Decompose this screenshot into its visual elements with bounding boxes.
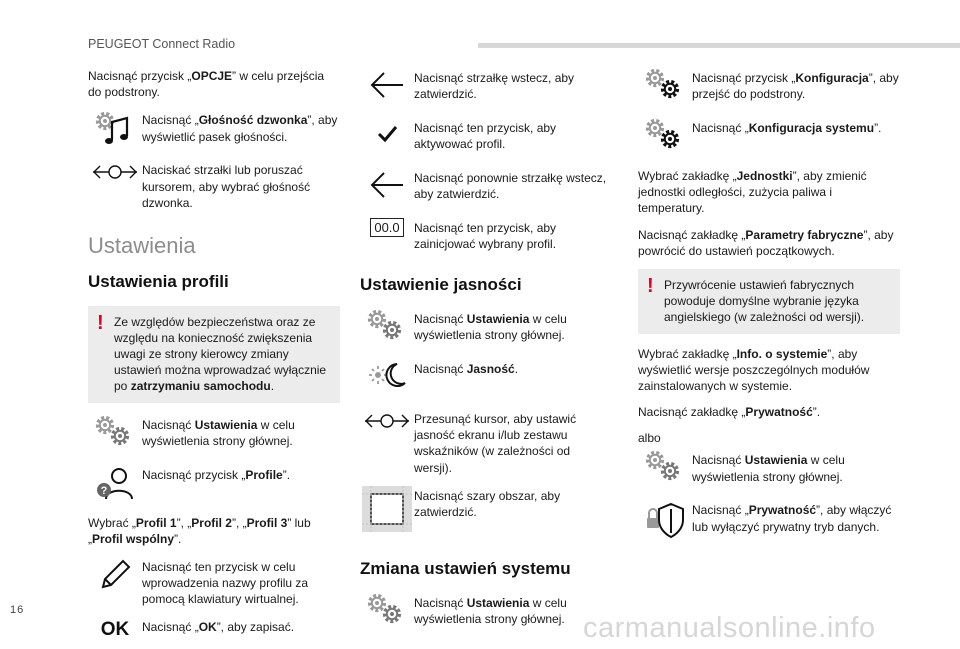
profile-icon bbox=[88, 465, 142, 505]
grey-area-icon bbox=[360, 486, 414, 536]
paragraph-privacy: Nacisnąć zakładkę „Prywatność”. bbox=[638, 405, 821, 420]
row-back-2 bbox=[360, 168, 610, 208]
settings-text-4: Nacisnąć Ustawienia w celu wyświetlenia strony głównej. bbox=[692, 453, 845, 484]
settings-gears-icon bbox=[88, 415, 142, 455]
back-arrow-icon bbox=[360, 168, 414, 208]
row-settings bbox=[88, 415, 340, 455]
row-brightness bbox=[360, 359, 610, 399]
header-bar bbox=[478, 43, 960, 48]
row-ok bbox=[88, 617, 340, 649]
warning-box-factory: ! Przywrócenie ustawień fabrycznych powoduje domyślne wybranie języka angielskiego (w zależności od wersji). bbox=[638, 269, 900, 334]
document-header: PEUGEOT Connect Radio bbox=[88, 37, 236, 51]
row-privacy-mode bbox=[638, 500, 900, 540]
or-text: albo bbox=[638, 431, 661, 446]
profiles-text: Nacisnąć przycisk „Profile”. bbox=[142, 467, 291, 482]
checkmark-icon bbox=[360, 118, 414, 158]
brightness-text: Nacisnąć Jasność. bbox=[414, 361, 519, 376]
subsection-title-profiles: Ustawienia profili bbox=[88, 271, 229, 291]
row-edit-name bbox=[88, 557, 340, 608]
warning-icon: ! bbox=[97, 311, 104, 334]
arrows-text: Naciskać strzałki lub poruszać kursorem, aby wybrać głośność dzwonka. bbox=[142, 163, 311, 210]
settings-text: Nacisnąć Ustawienia w celu wyświetlenia strony głównej. bbox=[142, 417, 295, 448]
settings-gears-icon bbox=[360, 309, 414, 349]
edit-name-text: Nacisnąć ten przycisk w celu wprowadzenia nazwy profilu za pomocą klawiatury wirtualnej. bbox=[142, 559, 309, 607]
back-text-2: Nacisnąć ponownie strzałkę wstecz, aby zatwierdzić. bbox=[414, 171, 607, 202]
ok-text: Nacisnąć „OK”, aby zapisać. bbox=[142, 620, 295, 635]
row-ringtone-volume bbox=[88, 110, 340, 150]
settings-text-2: Nacisnąć Ustawienia w celu wyświetlenia strony głównej. bbox=[414, 311, 567, 343]
row-slider bbox=[360, 409, 610, 476]
activate-text: Nacisnąć ten przycisk, aby aktywować profil. bbox=[414, 121, 557, 152]
paragraph-choose-profile: Wybrać „Profil 1”, „Profil 2”, „Profil 3” lub „Profil wspólny”. bbox=[88, 515, 311, 546]
column-1 bbox=[88, 68, 340, 649]
row-settings-2 bbox=[360, 309, 610, 349]
configuration-text: Nacisnąć przycisk „Konfiguracja”, aby przejść do podstrony. bbox=[692, 71, 899, 102]
settings-gears-icon bbox=[638, 450, 692, 490]
paragraph-system-info: Wybrać zakładkę „Info. o systemie”, aby wyświetlić wersje poszczególnych modułów zainstalowanych w systemie. bbox=[638, 346, 870, 393]
sun-moon-icon bbox=[360, 359, 414, 399]
slider-arrows-icon bbox=[360, 409, 414, 449]
section-title: Ustawienia bbox=[88, 232, 196, 258]
settings-gears-icon bbox=[360, 593, 414, 633]
column-2 bbox=[360, 68, 610, 643]
settings-text-3: Nacisnąć Ustawienia w celu wyświetlenia strony głównej. bbox=[414, 595, 567, 626]
grey-area-text: Nacisnąć szary obszar, aby zatwierdzić. bbox=[414, 488, 561, 519]
ok-icon: OK bbox=[100, 619, 130, 641]
watermark: carmanualsonline.info bbox=[583, 612, 876, 644]
page-number: 16 bbox=[10, 604, 25, 616]
warning-icon: ! bbox=[647, 274, 654, 297]
pencil-icon bbox=[88, 557, 142, 597]
subsection-title-system: Zmiana ustawień systemu bbox=[360, 558, 571, 578]
row-profiles bbox=[88, 465, 340, 505]
row-settings-4 bbox=[638, 450, 900, 490]
back-text-1: Nacisnąć strzałkę wstecz, aby zatwierdzić. bbox=[414, 71, 575, 102]
ringtone-text: Nacisnąć „Głośność dzwonka”, aby wyświetlić pasek głośności. bbox=[142, 113, 338, 144]
config-gears-icon bbox=[638, 118, 692, 158]
paragraph-units: Wybrać zakładkę „Jednostki”, aby zmienić jednostki odległości, zużycia paliwa i temperatury. bbox=[638, 169, 867, 216]
subsection-title-brightness: Ustawienie jasności bbox=[360, 275, 522, 294]
warning-box-safety: ! Ze względów bezpieczeństwa oraz ze względu na konieczność zwiększenia uwagi ze strony kierowcy zmiany ustawień można wprowadzać wyłącznie po zatrzymaniu samochodu. bbox=[88, 306, 340, 403]
back-arrow-icon bbox=[360, 68, 414, 108]
slider-text: Przesunąć kursor, aby ustawić jasność ekranu i/lub zestawu wskaźników (w zależności od wersji). bbox=[414, 411, 577, 475]
row-back-1 bbox=[360, 68, 610, 108]
paragraph-options: Nacisnąć przycisk „OPCJE” w celu przejścia do podstrony. bbox=[88, 69, 325, 100]
system-config-text: Nacisnąć „Konfiguracja systemu”. bbox=[692, 121, 882, 135]
config-gears-icon bbox=[638, 68, 692, 108]
svg-text:?: ? bbox=[100, 484, 108, 497]
row-arrows-volume bbox=[88, 160, 340, 211]
row-configuration bbox=[638, 68, 900, 108]
lock-shield-icon bbox=[638, 500, 692, 540]
row-settings-3 bbox=[360, 593, 610, 633]
paragraph-factory: Nacisnąć zakładkę „Parametry fabryczne”, aby powrócić do ustawień początkowych. bbox=[638, 227, 894, 258]
column-3 bbox=[638, 68, 900, 550]
privacy-mode-text: Nacisnąć „Prywatność”, aby włączyć lub wyłączyć prywatny tryb danych. bbox=[692, 503, 892, 534]
row-activate bbox=[360, 118, 610, 158]
row-system-config bbox=[638, 118, 900, 158]
gear-music-icon bbox=[88, 110, 142, 150]
row-reset-profile bbox=[360, 218, 610, 258]
reset-text: Nacisnąć ten przycisk, aby zainicjować wybrany profil. bbox=[414, 221, 557, 252]
reset-icon: 00.0 bbox=[360, 218, 414, 258]
slider-arrows-icon bbox=[88, 160, 142, 200]
row-grey-area bbox=[360, 486, 610, 536]
